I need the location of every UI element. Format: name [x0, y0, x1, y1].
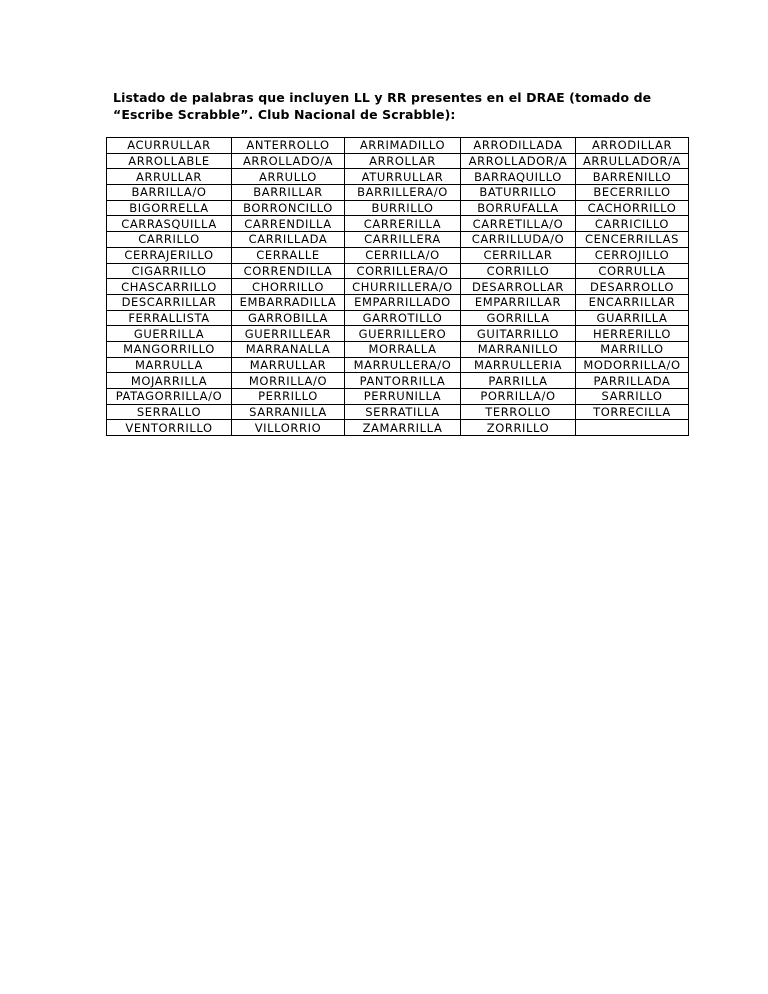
table-cell: CERROJILLO: [576, 247, 689, 263]
table-row: [107, 279, 689, 295]
table-cell: MORRALLA: [345, 341, 461, 357]
table-row: [107, 153, 689, 169]
table-cell: DESCARRILLAR: [107, 294, 232, 310]
table-cell: BARRILLA/O: [107, 185, 232, 201]
table-cell: SARRILLO: [576, 389, 689, 405]
table-cell: GUERRILLEAR: [232, 326, 345, 342]
heading-line-1: Listado de palabras que incluyen LL y RR presentes en el DRAE (tomado de: [113, 90, 652, 105]
word-table-body: [107, 138, 689, 436]
table-cell: PARRILLA: [461, 373, 576, 389]
table-cell: ZAMARRILLA: [345, 420, 461, 436]
table-row: [107, 169, 689, 185]
table-cell: BORRUFALLA: [461, 200, 576, 216]
table-row: [107, 294, 689, 310]
table-cell: GARROBILLA: [232, 310, 345, 326]
table-cell: MARRULLERIA: [461, 357, 576, 373]
table-cell: PARRILLADA: [576, 373, 689, 389]
table-cell: CERRILLA/O: [345, 247, 461, 263]
table-row: [107, 263, 689, 279]
table-cell: GUARRILLA: [576, 310, 689, 326]
table-cell: PERRILLO: [232, 389, 345, 405]
table-cell: ARRULLAR: [107, 169, 232, 185]
table-cell: EMPARRILLADO: [345, 294, 461, 310]
table-cell: ARROLLADOR/A: [461, 153, 576, 169]
table-cell: CARRILLADA: [232, 232, 345, 248]
table-cell: BARRENILLO: [576, 169, 689, 185]
table-cell: GARROTILLO: [345, 310, 461, 326]
table-row: [107, 232, 689, 248]
table-cell: ATURRULLAR: [345, 169, 461, 185]
table-cell: MORRILLA/O: [232, 373, 345, 389]
table-cell: TORRECILLA: [576, 404, 689, 420]
table-cell: EMBARRADILLA: [232, 294, 345, 310]
table-cell: CHASCARRILLO: [107, 279, 232, 295]
page-heading: [113, 89, 703, 123]
table-cell: ARROLLABLE: [107, 153, 232, 169]
table-cell: BORRONCILLO: [232, 200, 345, 216]
table-cell: MOJARRILLA: [107, 373, 232, 389]
table-cell: CARRILLUDA/O: [461, 232, 576, 248]
table-cell: PATAGORRILLA/O: [107, 389, 232, 405]
table-cell: ARRODILLADA: [461, 138, 576, 154]
table-cell: CHORRILLO: [232, 279, 345, 295]
table-cell: ARROLLAR: [345, 153, 461, 169]
table-row: [107, 185, 689, 201]
table-cell: CARRETILLA/O: [461, 216, 576, 232]
table-cell: GUERRILLA: [107, 326, 232, 342]
table-cell: CIGARRILLO: [107, 263, 232, 279]
table-cell: MODORRILLA/O: [576, 357, 689, 373]
table-cell: CENCERRILLAS: [576, 232, 689, 248]
table-cell: CORRILLERA/O: [345, 263, 461, 279]
table-cell: CHURRILLERA/O: [345, 279, 461, 295]
table-cell: SARRANILLA: [232, 404, 345, 420]
table-row: [107, 326, 689, 342]
table-cell: CARRENDILLA: [232, 216, 345, 232]
table-row: [107, 310, 689, 326]
table-row: [107, 357, 689, 373]
table-cell: PORRILLA/O: [461, 389, 576, 405]
table-cell: CERRAJERILLO: [107, 247, 232, 263]
table-cell: BARRILLERA/O: [345, 185, 461, 201]
table-cell: BARRILLAR: [232, 185, 345, 201]
table-cell: MANGORRILLO: [107, 341, 232, 357]
table-row: [107, 247, 689, 263]
table-cell: ANTERROLLO: [232, 138, 345, 154]
table-cell: CERRILLAR: [461, 247, 576, 263]
table-cell: MARRANALLA: [232, 341, 345, 357]
table-cell: GORRILLA: [461, 310, 576, 326]
table-cell: VILLORRIO: [232, 420, 345, 436]
table-cell: DESARROLLO: [576, 279, 689, 295]
table-cell: BECERRILLO: [576, 185, 689, 201]
table-row: [107, 341, 689, 357]
table-cell: ACURRULLAR: [107, 138, 232, 154]
table-cell: GUERRILLERO: [345, 326, 461, 342]
table-cell: CARRASQUILLA: [107, 216, 232, 232]
table-cell: CORRULLA: [576, 263, 689, 279]
heading-line-2: “Escribe Scrabble”. Club Nacional de Scrabble):: [113, 107, 456, 122]
table-cell: CORRENDILLA: [232, 263, 345, 279]
table-cell: ARRIMADILLO: [345, 138, 461, 154]
table-cell: CERRALLE: [232, 247, 345, 263]
table-cell: CARRERILLA: [345, 216, 461, 232]
table-row: [107, 373, 689, 389]
table-cell: [576, 420, 689, 436]
table-cell: ARRULLO: [232, 169, 345, 185]
table-cell: ARRULLADOR/A: [576, 153, 689, 169]
table-cell: MARRULLA: [107, 357, 232, 373]
table-cell: PERRUNILLA: [345, 389, 461, 405]
table-cell: ENCARRILLAR: [576, 294, 689, 310]
table-row: [107, 216, 689, 232]
table-cell: GUITARRILLO: [461, 326, 576, 342]
table-cell: FERRALLISTA: [107, 310, 232, 326]
table-cell: ARROLLADO/A: [232, 153, 345, 169]
table-cell: MARRULLAR: [232, 357, 345, 373]
table-cell: DESARROLLAR: [461, 279, 576, 295]
table-cell: VENTORRILLO: [107, 420, 232, 436]
table-cell: EMPARRILLAR: [461, 294, 576, 310]
table-cell: MARRULLERA/O: [345, 357, 461, 373]
table-row: [107, 138, 689, 154]
table-cell: PANTORRILLA: [345, 373, 461, 389]
table-cell: SERRALLO: [107, 404, 232, 420]
table-cell: BURRILLO: [345, 200, 461, 216]
table-row: [107, 420, 689, 436]
table-cell: ZORRILLO: [461, 420, 576, 436]
table-cell: CARRILLERA: [345, 232, 461, 248]
table-cell: BIGORRELLA: [107, 200, 232, 216]
table-cell: CARRILLO: [107, 232, 232, 248]
table-cell: CARRICILLO: [576, 216, 689, 232]
table-cell: CACHORRILLO: [576, 200, 689, 216]
table-row: [107, 389, 689, 405]
table-cell: MARRANILLO: [461, 341, 576, 357]
table-row: [107, 200, 689, 216]
table-cell: MARRILLO: [576, 341, 689, 357]
table-cell: ARRODILLAR: [576, 138, 689, 154]
table-cell: CORRILLO: [461, 263, 576, 279]
table-cell: BATURRILLO: [461, 185, 576, 201]
table-row: [107, 404, 689, 420]
table-cell: HERRERILLO: [576, 326, 689, 342]
word-table: [106, 137, 689, 436]
table-cell: TERROLLO: [461, 404, 576, 420]
table-cell: BARRAQUILLO: [461, 169, 576, 185]
table-cell: SERRATILLA: [345, 404, 461, 420]
